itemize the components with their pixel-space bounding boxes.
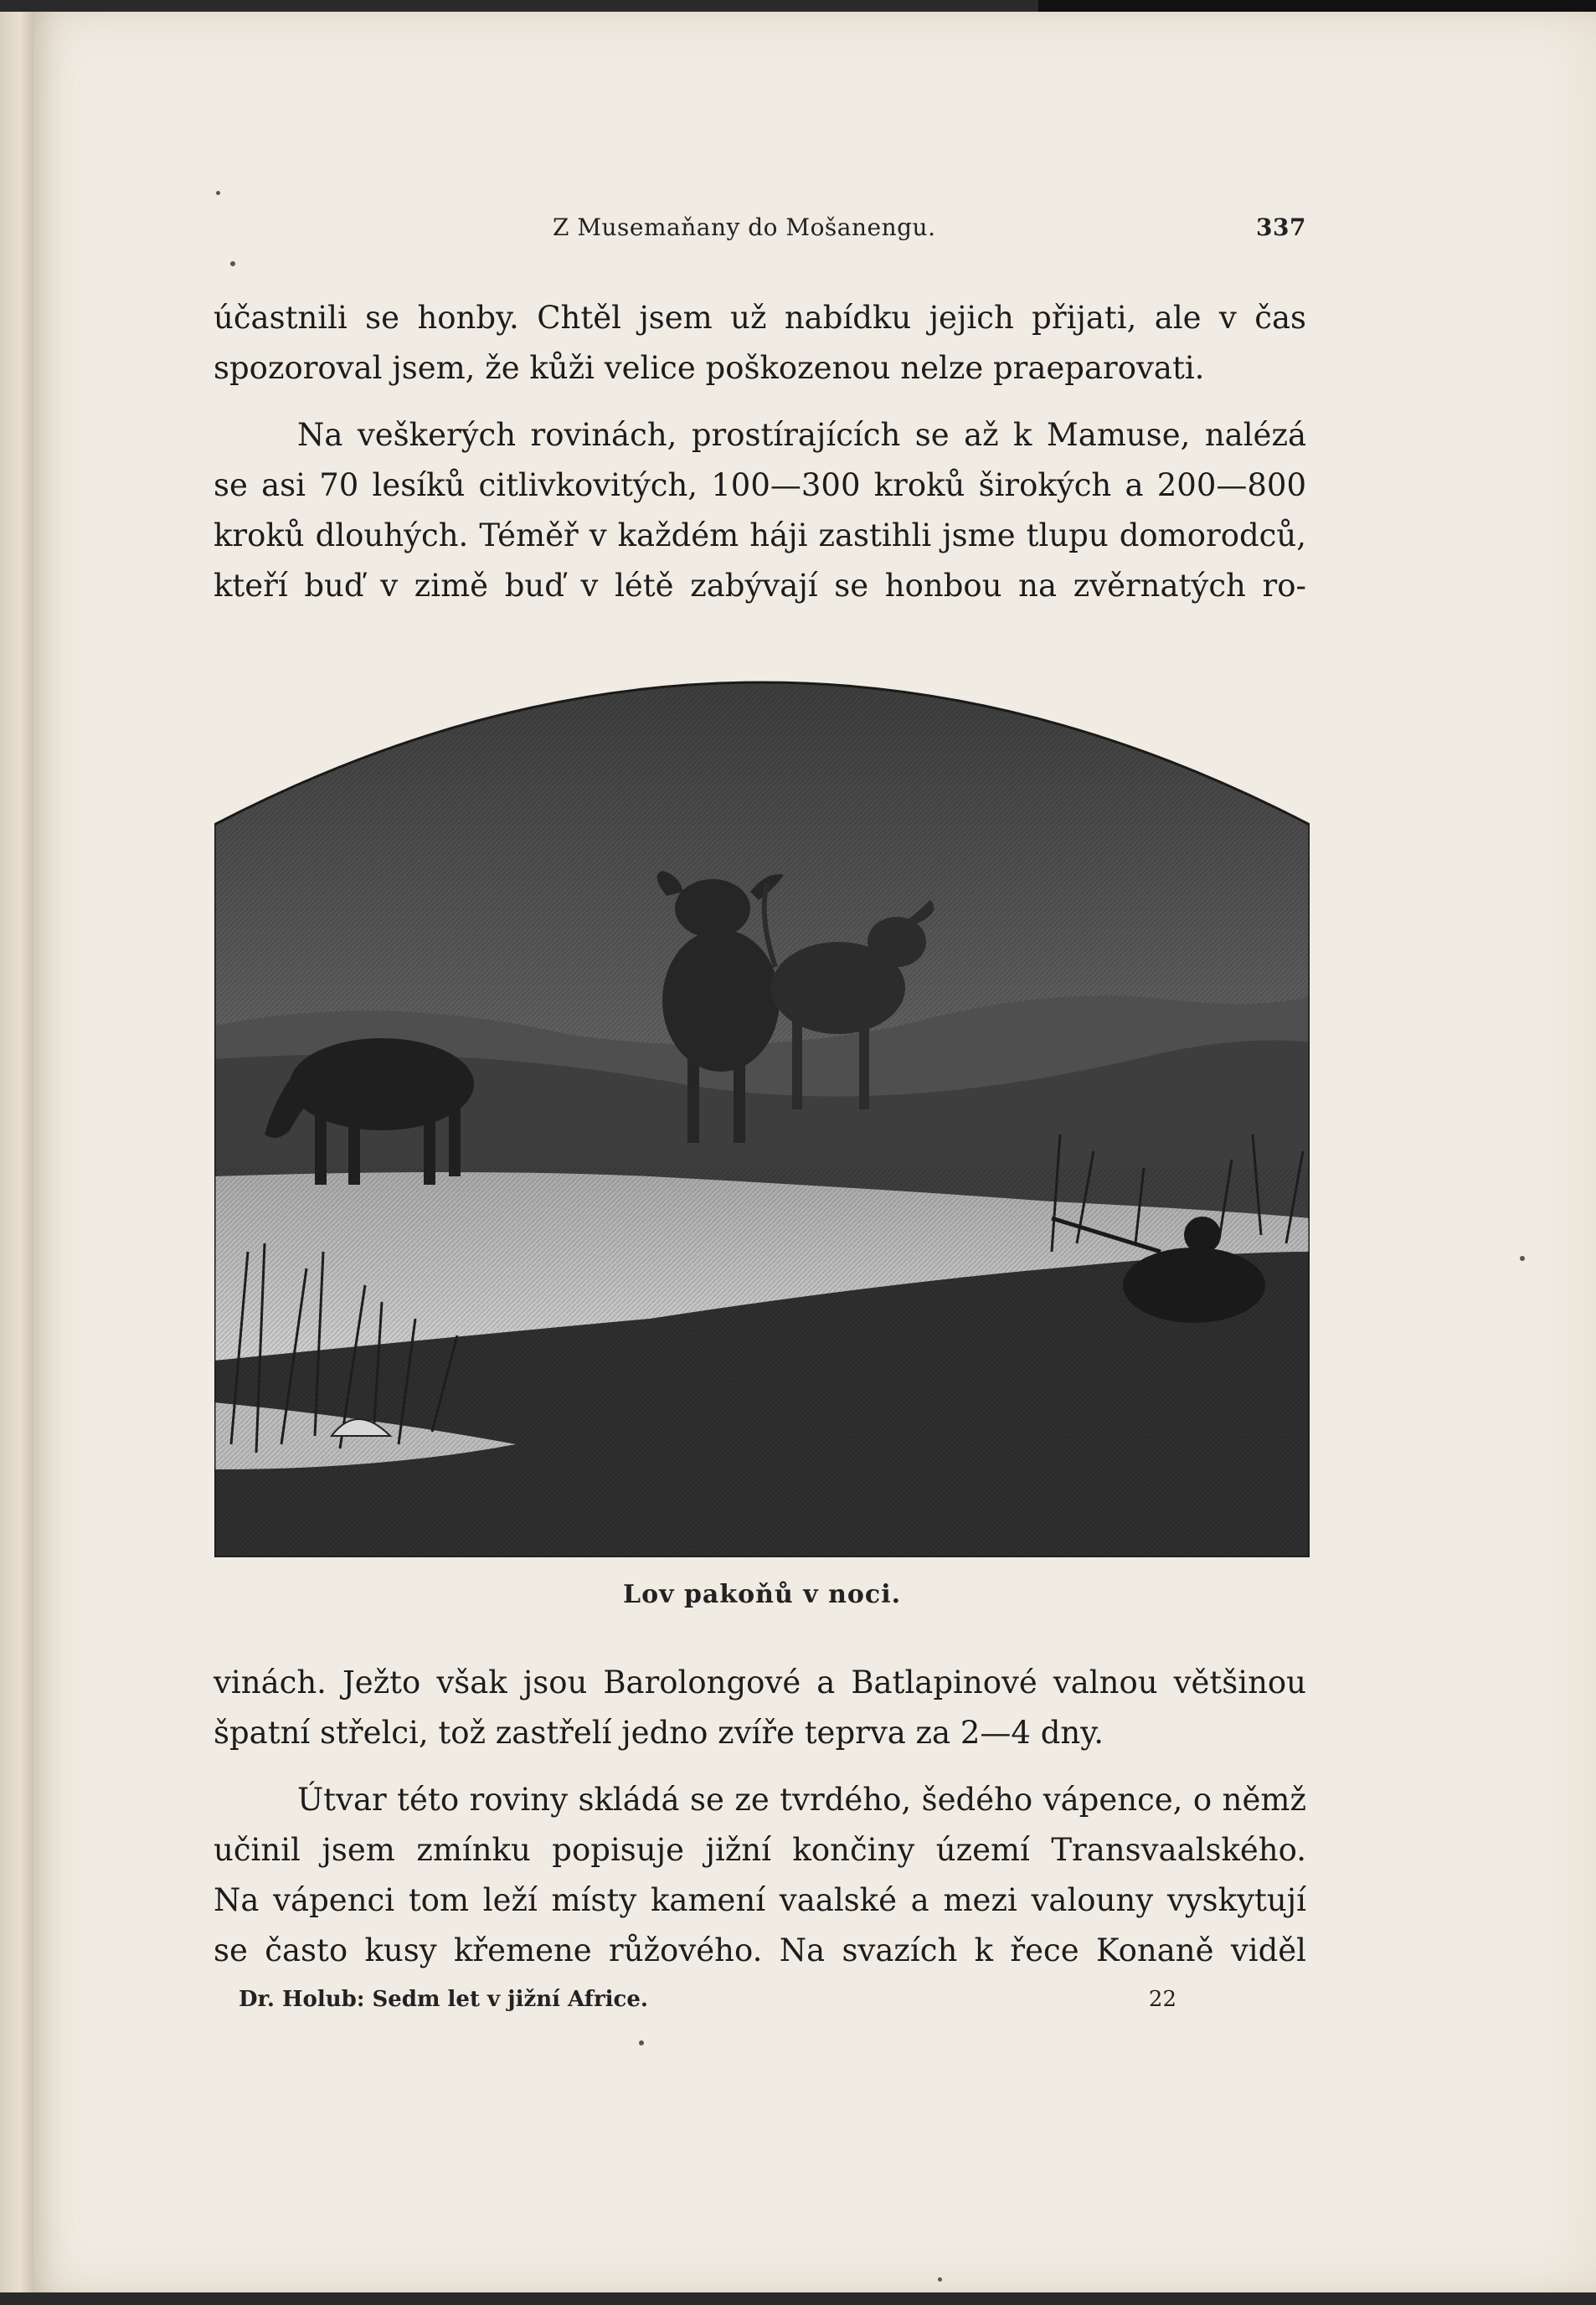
footer-book-title: Dr. Holub: Sedm let v jižní Africe. — [239, 1987, 648, 2012]
text-line: se asi 70 lesíků citlivkovitých, 100—300 kroků širokých a 200—800 — [214, 467, 1306, 503]
text-line: kteří buď v zimě buď v létě zabývají se honbou na zvěrnatých ro- — [214, 568, 1306, 604]
text-line: učinil jsem zmínku popisuje jižní končiny území Transvaalského. — [214, 1832, 1306, 1868]
paragraph — [214, 410, 1306, 611]
binding-edge — [0, 12, 33, 2292]
text-line: se často kusy křemene růžového. Na svazích k řece Konaně viděl — [214, 1932, 1306, 1968]
scan-speck — [639, 2040, 644, 2045]
text-line: Útvar této roviny skládá se ze tvrdého, šedého vápence, o němž — [297, 1782, 1306, 1818]
text-line: vinách. Ježto však jsou Barolongové a Batlapinové valnou většinou — [214, 1664, 1306, 1700]
page-footer — [239, 1987, 1176, 2020]
scan-speck — [1520, 1256, 1525, 1261]
text-line: spozoroval jsem, že kůži velice poškozenou nelze praeparovati. — [214, 350, 1205, 386]
scan-edge-bar — [1038, 0, 1596, 12]
running-head — [176, 214, 1306, 247]
scan-speck — [230, 261, 235, 266]
text-line: účastnili se honby. Chtěl jsem už nabídku jejich přijati, ale v čas — [214, 300, 1306, 336]
paragraph — [214, 1658, 1306, 1758]
text-line: kroků dlouhých. Téměř v každém háji zastihli jsme tlupu domorodců, — [214, 517, 1306, 553]
paragraph — [214, 1775, 1306, 1976]
page-number: 337 — [1256, 214, 1306, 241]
text-line: Na vápenci tom leží místy kamení vaalské a mezi valouny vyskytují — [214, 1882, 1306, 1918]
figure-caption: Lov pakoňů v noci. — [622, 1580, 902, 1609]
running-head-title: Z Musemaňany do Mošanengu. — [553, 214, 936, 241]
signature-mark: 22 — [1148, 1987, 1176, 2012]
scan-speck — [938, 2277, 942, 2282]
text-line: špatní střelci, tož zastřelí jedno zvíře teprva za 2—4 dny. — [214, 1715, 1104, 1751]
wildebeest-hunt-engraving — [214, 666, 1310, 1557]
engraving-illustration — [214, 666, 1310, 1557]
text-line: Na veškerých rovinách, prostírajících se až k Mamuse, nalézá — [297, 417, 1306, 453]
scan-speck — [216, 191, 220, 195]
paragraph — [214, 293, 1306, 394]
